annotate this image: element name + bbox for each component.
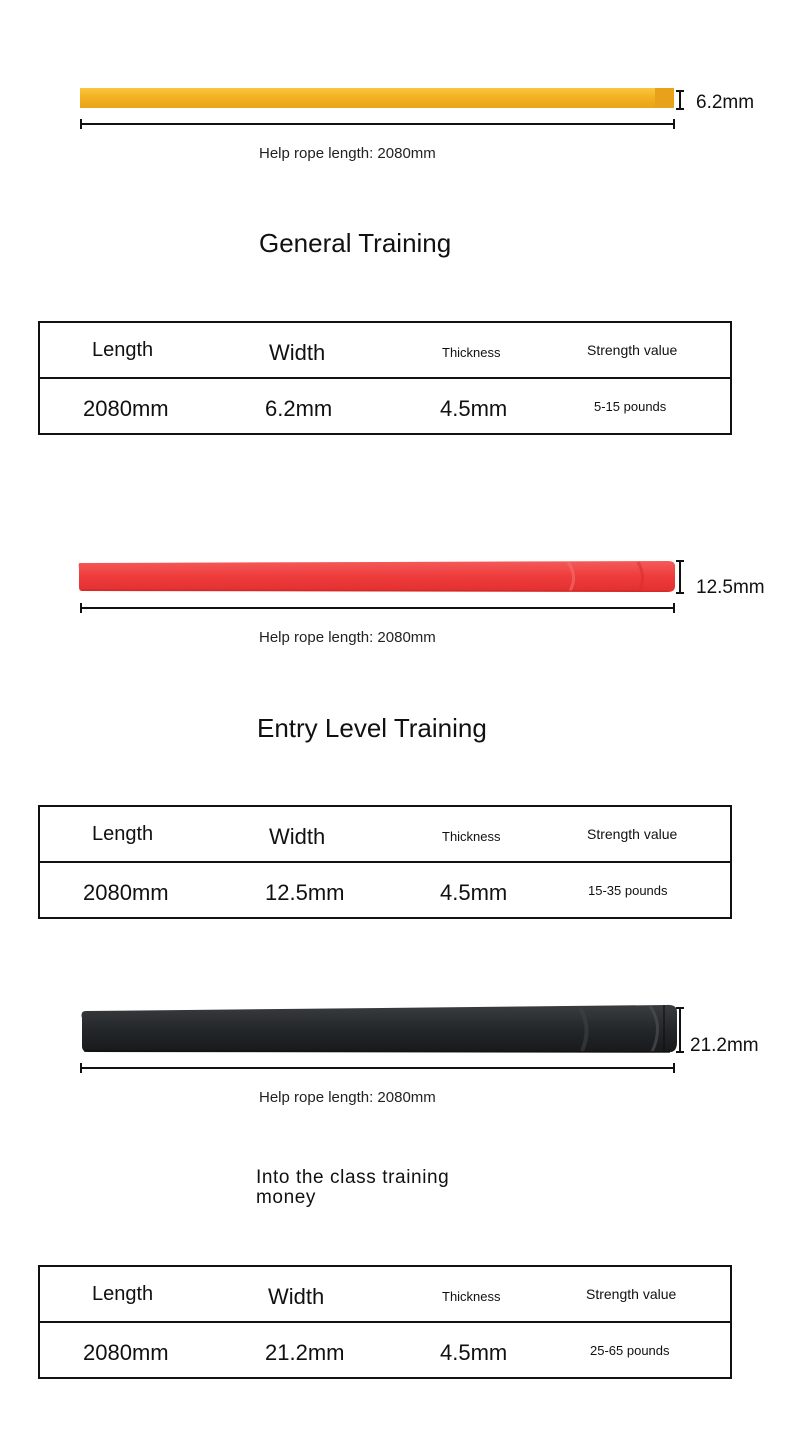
value-width: 6.2mm	[265, 396, 333, 421]
length-ruler	[80, 1063, 675, 1073]
band-width-label: 12.5mm	[696, 577, 765, 598]
header-strength: Strength value	[587, 342, 678, 358]
section-title: General Training	[259, 228, 452, 258]
header-width: Width	[269, 340, 326, 365]
value-strength: 15-35 pounds	[588, 883, 668, 898]
length-ruler	[80, 603, 675, 613]
header-strength: Strength value	[586, 1286, 677, 1302]
section-title: Into the class training money	[256, 1167, 450, 1208]
rope-length-caption: Help rope length: 2080mm	[259, 145, 436, 162]
value-strength: 5-15 pounds	[594, 399, 667, 414]
yellow-band-image	[80, 87, 674, 109]
width-bracket	[676, 1007, 684, 1053]
header-thickness: Thickness	[442, 829, 501, 844]
value-width: 21.2mm	[265, 1340, 345, 1365]
header-width: Width	[269, 824, 326, 849]
value-thickness: 4.5mm	[440, 1340, 508, 1365]
spec-table	[38, 321, 732, 435]
band-width-label: 6.2mm	[696, 92, 755, 113]
rope-length-caption: Help rope length: 2080mm	[259, 1089, 436, 1106]
black-band-image	[80, 1002, 678, 1056]
value-thickness: 4.5mm	[440, 396, 508, 421]
rope-length-caption: Help rope length: 2080mm	[259, 629, 436, 646]
header-length: Length	[92, 1283, 154, 1305]
spec-table	[38, 1265, 732, 1379]
spec-table	[38, 805, 732, 919]
value-width: 12.5mm	[265, 880, 345, 905]
length-ruler	[80, 119, 675, 129]
header-length: Length	[92, 823, 154, 845]
value-thickness: 4.5mm	[440, 880, 508, 905]
header-length: Length	[92, 339, 154, 361]
width-bracket	[676, 90, 684, 110]
header-strength: Strength value	[587, 826, 678, 842]
red-band-image	[78, 560, 676, 594]
value-length: 2080mm	[83, 1340, 169, 1365]
value-strength: 25-65 pounds	[590, 1343, 670, 1358]
header-thickness: Thickness	[442, 1289, 501, 1304]
band-width-label: 21.2mm	[690, 1035, 759, 1056]
section-title: Entry Level Training	[257, 713, 487, 743]
width-bracket	[676, 560, 684, 594]
header-width: Width	[268, 1284, 325, 1309]
header-thickness: Thickness	[442, 345, 501, 360]
value-length: 2080mm	[83, 396, 169, 421]
value-length: 2080mm	[83, 880, 169, 905]
